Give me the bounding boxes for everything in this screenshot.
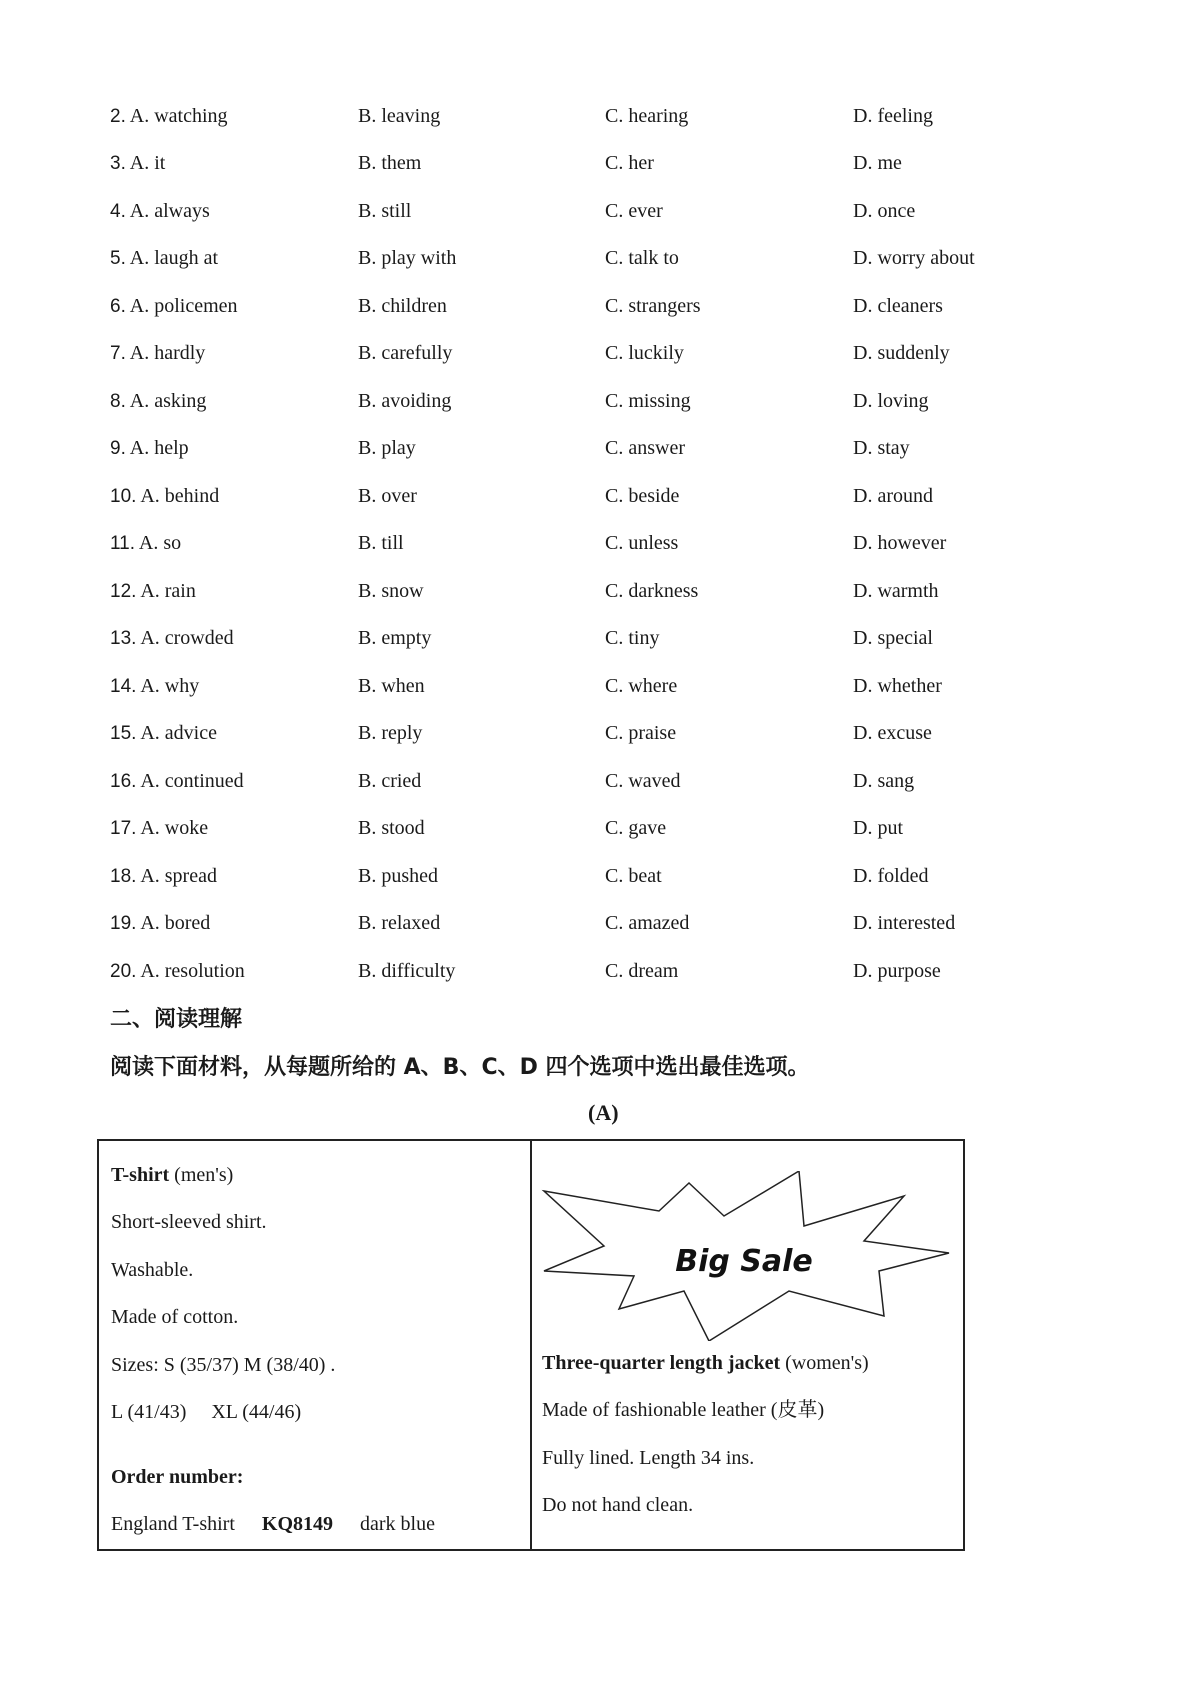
option-d: D. special [853,627,933,649]
question-row: 16. A. continued B. cried C. waved D. sang [110,766,1110,796]
option-d: D. purpose [853,960,941,982]
option-a: A. so [138,532,182,554]
ad-table [97,1139,965,1551]
section-instruction: 阅读下面材料，从每题所给的 A、B、C、D 四个选项中选出最佳选项。 [110,1055,810,1080]
option-b: B. them [358,152,422,174]
option-d: D. worry about [853,247,975,269]
jacket-line: Do not hand clean. [542,1494,694,1516]
option-b: B. avoiding [358,390,452,412]
option-a: A. laugh at [129,247,219,269]
option-d: D. sang [853,770,915,792]
option-c: C. waved [605,770,681,792]
question-row: 3. A. it B. them C. her D. me [110,148,1110,178]
option-a: A. always [129,200,210,222]
option-b: B. children [358,295,447,317]
option-c: C. where [605,675,678,697]
option-c: C. ever [605,200,663,222]
option-d: D. folded [853,865,929,887]
question-row: 4. A. always B. still C. ever D. once [110,196,1110,226]
option-a: A. behind [140,485,220,507]
option-d: D. stay [853,437,910,459]
option-c: C. her [605,152,654,174]
option-b: B. reply [358,722,423,744]
question-row: 8. A. asking B. avoiding C. missing D. loving [110,386,1110,416]
option-b: B. when [358,675,425,697]
question-row: 2. A. watching B. leaving C. hearing D. feeling [110,101,1110,131]
option-c: C. tiny [605,627,660,649]
option-d: D. around [853,485,933,507]
question-row: 17. A. woke B. stood C. gave D. put [110,813,1110,843]
option-b: B. carefully [358,342,453,364]
option-c: C. missing [605,390,691,412]
question-row: 14. A. why B. when C. where D. whether [110,671,1110,701]
option-b: B. difficulty [358,960,456,982]
option-d: D. excuse [853,722,932,744]
option-d: D. however [853,532,947,554]
option-d: D. whether [853,675,942,697]
question-row: 12. A. rain B. snow C. darkness D. warmth [110,576,1110,606]
option-b: B. leaving [358,105,441,127]
option-d: D. put [853,817,903,839]
option-a: A. resolution [140,960,245,982]
option-d: D. once [853,200,916,222]
option-a: A. advice [140,722,217,744]
option-a: A. continued [140,770,244,792]
option-a: A. why [140,675,200,697]
option-c: C. beside [605,485,680,507]
option-b: B. play with [358,247,457,269]
section-title: 二、阅读理解 [110,1007,243,1032]
tshirt-line: Made of cotton. [111,1306,239,1328]
tshirt-title: T-shirt (men's) [111,1164,234,1186]
option-d: D. interested [853,912,956,934]
option-a: A. woke [140,817,209,839]
question-row: 10. A. behind B. over C. beside D. around [110,481,1110,511]
jacket-title: Three-quarter length jacket (women's) [542,1352,869,1374]
option-a: A. spread [140,865,217,887]
passage-label: (A) [588,1100,619,1125]
question-row: 11. A. so B. till C. unless D. however [110,528,1110,558]
question-row: 13. A. crowded B. empty C. tiny D. special [110,623,1110,653]
jacket-line: Fully lined. Length 34 ins. [542,1447,755,1469]
question-row: 15. A. advice B. reply C. praise D. excuse [110,718,1110,748]
option-c: C. darkness [605,580,699,602]
option-b: B. empty [358,627,432,649]
option-c: C. talk to [605,247,679,269]
option-d: D. me [853,152,902,174]
option-d: D. feeling [853,105,933,127]
option-b: B. cried [358,770,422,792]
option-c: C. praise [605,722,677,744]
question-row: 9. A. help B. play C. answer D. stay [110,433,1110,463]
option-b: B. relaxed [358,912,441,934]
question-row: 20. A. resolution B. difficulty C. dream D. purpose [110,956,1110,986]
option-c: C. gave [605,817,667,839]
option-c: C. unless [605,532,679,554]
option-b: B. play [358,437,416,459]
option-a: A. help [129,437,189,459]
jacket-line: Made of fashionable leather (皮革) [542,1399,825,1421]
big-sale-burst [539,1171,954,1341]
question-row: 7. A. hardly B. carefully C. luckily D. suddenly [110,338,1110,368]
option-c: C. answer [605,437,685,459]
order-item: England T-shirt KQ8149 dark blue [111,1513,435,1535]
option-a: A. hardly [129,342,206,364]
tshirt-line: Washable. [111,1259,194,1281]
option-c: C. luckily [605,342,684,364]
option-d: D. cleaners [853,295,943,317]
option-c: C. amazed [605,912,690,934]
option-a: A. rain [140,580,196,602]
question-row: 5. A. laugh at B. play with C. talk to D. worry about [110,243,1110,273]
option-c: C. dream [605,960,679,982]
option-b: B. till [358,532,404,554]
option-a: A. asking [129,390,207,412]
option-a: A. watching [129,105,228,127]
option-b: B. snow [358,580,424,602]
order-code: KQ8149 [261,1513,334,1535]
option-c: C. beat [605,865,662,887]
option-d: D. loving [853,390,929,412]
big-sale-text: Big Sale [675,1244,813,1279]
option-a: A. crowded [140,627,234,649]
question-row: 19. A. bored B. relaxed C. amazed D. interested [110,908,1110,938]
tshirt-sizes-cont: L (41/43) XL (44/46) [111,1401,302,1423]
order-number-label: Order number: [111,1466,244,1488]
option-a: A. it [129,152,166,174]
option-d: D. suddenly [853,342,950,364]
option-b: B. still [358,200,412,222]
option-b: B. over [358,485,417,507]
option-c: C. strangers [605,295,701,317]
option-b: B. pushed [358,865,438,887]
option-d: D. warmth [853,580,939,602]
option-a: A. bored [140,912,211,934]
question-row: 18. A. spread B. pushed C. beat D. folded [110,861,1110,891]
tshirt-line: Short-sleeved shirt. [111,1211,267,1233]
question-row: 6. A. policemen B. children C. strangers D. cleaners [110,291,1110,321]
option-b: B. stood [358,817,425,839]
order-color: dark blue [360,1513,435,1535]
tshirt-sizes: Sizes: S (35/37) M (38/40) . [111,1354,336,1376]
option-c: C. hearing [605,105,689,127]
column-divider [530,1141,532,1549]
option-a: A. policemen [129,295,238,317]
